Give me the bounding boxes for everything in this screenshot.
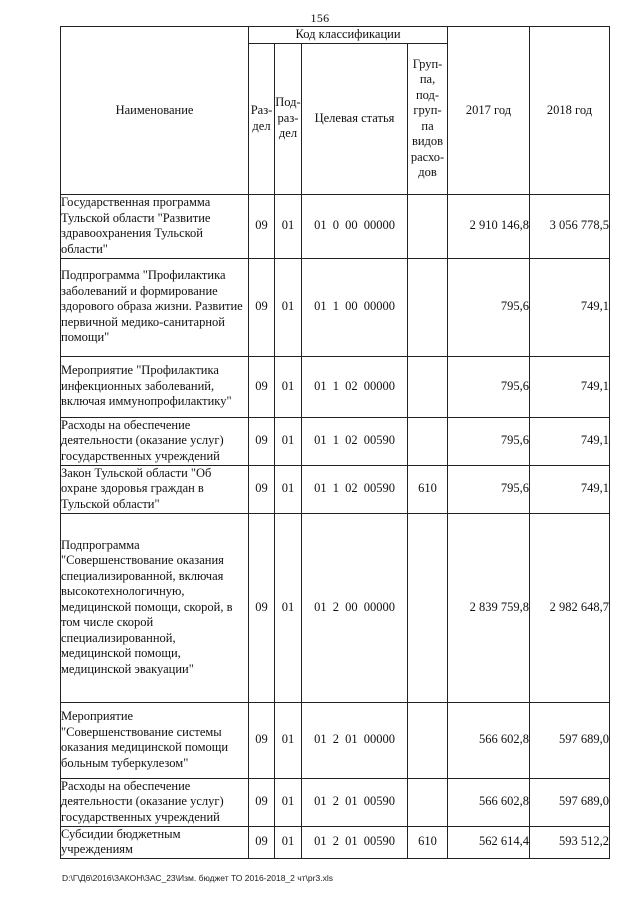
row-subsection: 01 (275, 356, 302, 417)
row-subsection: 01 (275, 513, 302, 702)
row-target-article: 01 2 01 00000 (302, 702, 408, 778)
table-row (61, 826, 610, 858)
header-target-article: Целевая статья (302, 43, 408, 194)
budget-table (60, 26, 610, 859)
row-target-article: 01 1 02 00590 (302, 465, 408, 513)
row-target-article: 01 2 01 00590 (302, 826, 408, 858)
table-row (61, 513, 610, 702)
row-expense-group: 610 (408, 826, 448, 858)
row-name: Государственная программа Тульской области "Развитие здравоохранения Тульской области" (61, 194, 249, 258)
row-target-article: 01 2 01 00590 (302, 778, 408, 826)
row-amount-2017: 566 602,8 (448, 702, 530, 778)
row-amount-2018: 2 982 648,7 (530, 513, 610, 702)
row-subsection: 01 (275, 258, 302, 356)
row-subsection: 01 (275, 826, 302, 858)
row-amount-2017: 2 910 146,8 (448, 194, 530, 258)
row-amount-2018: 749,1 (530, 417, 610, 465)
row-name: Расходы на обеспечение деятельности (оказание услуг) государственных учреждений (61, 778, 249, 826)
row-name: Субсидии бюджетным учреждениям (61, 826, 249, 858)
row-amount-2018: 3 056 778,5 (530, 194, 610, 258)
row-name: Расходы на обеспечение деятельности (оказание услуг) государственных учреждений (61, 417, 249, 465)
header-classification-code: Код классификации (249, 27, 448, 44)
row-target-article: 01 2 00 00000 (302, 513, 408, 702)
table-row (61, 465, 610, 513)
row-subsection: 01 (275, 778, 302, 826)
file-path-footer: D:\Г\Д6\2016\ЗАКОН\ЗАС_23\Изм. бюджет ТО 2016-2018_2 чт\pr3.xls (62, 873, 333, 883)
header-name: Наименование (61, 27, 249, 195)
table-row (61, 356, 610, 417)
row-amount-2017: 562 614,4 (448, 826, 530, 858)
row-target-article: 01 1 02 00000 (302, 356, 408, 417)
header-subsection: Под- раз- дел (275, 43, 302, 194)
row-expense-group (408, 778, 448, 826)
row-amount-2018: 597 689,0 (530, 702, 610, 778)
header-year-2017: 2017 год (448, 27, 530, 195)
row-amount-2018: 749,1 (530, 465, 610, 513)
row-section: 09 (249, 356, 275, 417)
row-amount-2017: 795,6 (448, 417, 530, 465)
row-amount-2018: 597 689,0 (530, 778, 610, 826)
table-row (61, 258, 610, 356)
row-name: Мероприятие "Совершенствование системы оказания медицинской помощи больным туберкулезом" (61, 702, 249, 778)
row-name: Подпрограмма "Совершенствование оказания специализированной, включая высокотехнологичную, медицинской помощи, скорой, в том числе скорой специализированной, медицинской помощи, медицинской эвакуации" (61, 513, 249, 702)
row-expense-group: 610 (408, 465, 448, 513)
row-subsection: 01 (275, 702, 302, 778)
row-expense-group (408, 702, 448, 778)
header-expense-group: Груп- па, под- груп- па видов расхо- дов (408, 43, 448, 194)
row-amount-2017: 795,6 (448, 465, 530, 513)
table-row (61, 778, 610, 826)
row-expense-group (408, 417, 448, 465)
header-year-2018: 2018 год (530, 27, 610, 195)
row-section: 09 (249, 513, 275, 702)
row-amount-2018: 749,1 (530, 356, 610, 417)
row-expense-group (408, 513, 448, 702)
row-section: 09 (249, 465, 275, 513)
row-expense-group (408, 258, 448, 356)
row-section: 09 (249, 258, 275, 356)
row-target-article: 01 1 02 00590 (302, 417, 408, 465)
row-name: Подпрограмма "Профилактика заболеваний и формирование здорового образа жизни. Развитие первичной медико-санитарной помощи" (61, 258, 249, 356)
row-amount-2017: 795,6 (448, 258, 530, 356)
row-name: Мероприятие "Профилактика инфекционных заболеваний, включая иммунопрофилактику" (61, 356, 249, 417)
row-amount-2017: 566 602,8 (448, 778, 530, 826)
table-row (61, 417, 610, 465)
row-section: 09 (249, 702, 275, 778)
row-amount-2017: 795,6 (448, 356, 530, 417)
row-name: Закон Тульской области "Об охране здоровья граждан в Тульской области" (61, 465, 249, 513)
table-row (61, 194, 610, 258)
row-amount-2018: 593 512,2 (530, 826, 610, 858)
header-section: Раз- дел (249, 43, 275, 194)
row-target-article: 01 0 00 00000 (302, 194, 408, 258)
page-number: 156 (310, 11, 330, 25)
row-subsection: 01 (275, 465, 302, 513)
row-section: 09 (249, 826, 275, 858)
row-expense-group (408, 194, 448, 258)
row-amount-2018: 749,1 (530, 258, 610, 356)
row-amount-2017: 2 839 759,8 (448, 513, 530, 702)
row-subsection: 01 (275, 194, 302, 258)
row-subsection: 01 (275, 417, 302, 465)
row-target-article: 01 1 00 00000 (302, 258, 408, 356)
table-row (61, 702, 610, 778)
row-section: 09 (249, 417, 275, 465)
row-expense-group (408, 356, 448, 417)
row-section: 09 (249, 194, 275, 258)
row-section: 09 (249, 778, 275, 826)
